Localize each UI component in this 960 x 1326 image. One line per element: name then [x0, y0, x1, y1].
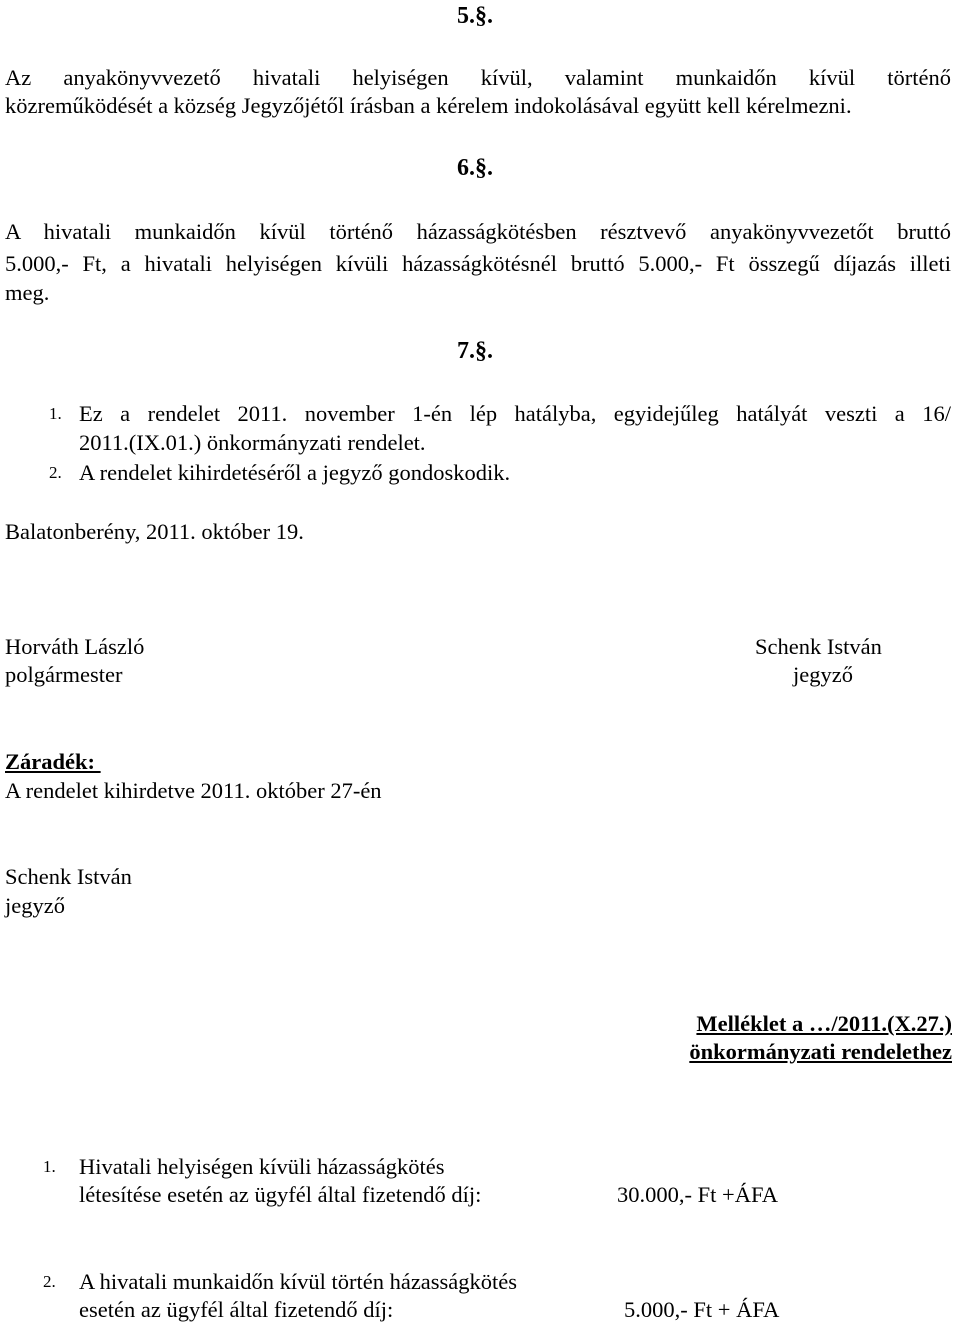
clause-signer-title: jegyző — [5, 893, 65, 918]
section-5-heading: 5.§. — [457, 3, 493, 29]
annex-item-1-line-2: létesítése esetén az ügyfél által fizetendő díj: — [79, 1182, 482, 1207]
section-7-item-1-number: 1. — [49, 404, 62, 423]
section-5-line-2: közreműködését a község Jegyzőjétől írásban a kérelem indokolásával együtt kell kérelmezni. — [5, 93, 852, 118]
signature-left-name: Horváth László — [5, 634, 145, 659]
section-6-line-1: A hivatali munkaidőn kívül történő házasságkötésben résztvevő anyakönyvvezetőt bruttó — [5, 219, 951, 244]
section-7-heading: 7.§. — [457, 338, 493, 364]
signature-right-title: jegyző — [793, 662, 853, 687]
clause-heading: Záradék: — [5, 749, 101, 774]
section-6-line-3: meg. — [5, 280, 50, 305]
clause-signer-name: Schenk István — [5, 864, 132, 889]
section-5-line-1: Az anyakönyvvezető hivatali helyiségen kívül, valamint munkaidőn kívül történő — [5, 65, 951, 90]
section-7-item-2-number: 2. — [49, 463, 62, 482]
signature-left-title: polgármester — [5, 662, 123, 687]
section-7-item-1-line-2: 2011.(IX.01.) önkormányzati rendelet. — [79, 430, 426, 455]
annex-title-line-2: önkormányzati rendelethez — [689, 1039, 952, 1064]
clause-text: A rendelet kihirdetve 2011. október 27-én — [5, 778, 382, 803]
annex-item-1-line-1: Hivatali helyiségen kívüli házasságkötés — [79, 1154, 445, 1179]
annex-item-1-number: 1. — [43, 1157, 56, 1176]
signature-right-name: Schenk István — [755, 634, 882, 659]
annex-title-line-1: Melléklet a …/2011.(X.27.) — [696, 1011, 952, 1036]
annex-item-2-number: 2. — [43, 1272, 56, 1291]
annex-item-2-line-1: A hivatali munkaidőn kívül történ házasságkötés — [79, 1269, 518, 1294]
annex-item-2-amount: 5.000,- Ft + ÁFA — [624, 1297, 780, 1322]
section-6-heading: 6.§. — [457, 155, 493, 181]
section-6-line-2: 5.000,- Ft, a hivatali helyiségen kívüli házasságkötésnél bruttó 5.000,- Ft összegű díjazás illeti — [5, 251, 951, 276]
section-7-item-2-line-1: A rendelet kihirdetéséről a jegyző gondoskodik. — [79, 460, 511, 485]
section-7-item-1-line-1: Ez a rendelet 2011. november 1-én lép hatályba, egyidejűleg hatályát veszti a 16/ — [79, 401, 951, 426]
annex-item-2-line-2: esetén az ügyfél által fizetendő díj: — [79, 1297, 394, 1322]
place-date: Balatonberény, 2011. október 19. — [5, 519, 304, 544]
annex-item-1-amount: 30.000,- Ft +ÁFA — [617, 1182, 779, 1207]
